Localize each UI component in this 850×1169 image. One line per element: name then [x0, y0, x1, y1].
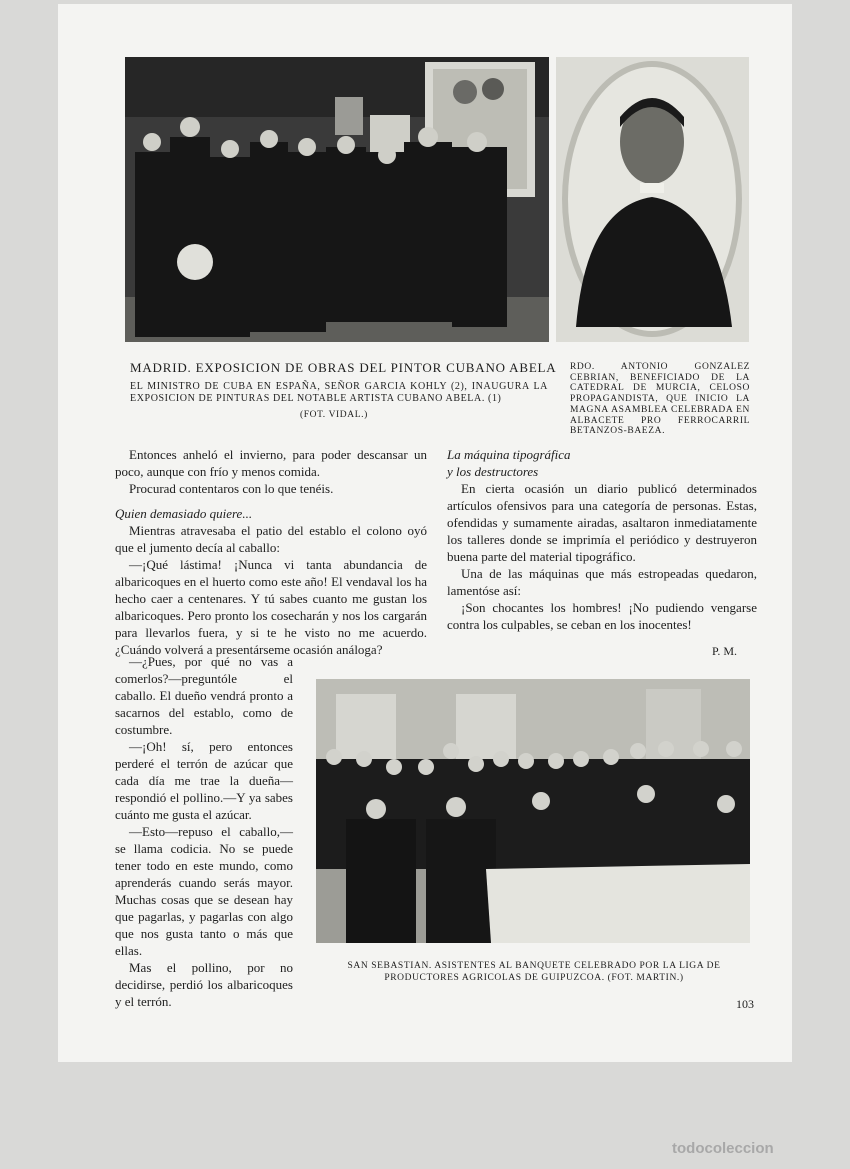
paragraph: ¡Son chocantes los hombres! ¡No pudiendo vengarse contra los culpables, se ceban en los inocentes!	[447, 600, 757, 632]
signature: P. M.	[712, 644, 738, 658]
banquet-photo	[316, 679, 750, 943]
paragraph: Mientras atravesaba el patio del establo el colono oyó que el jumento decía al caballo:	[115, 523, 427, 555]
exhibition-photo	[125, 57, 549, 342]
paragraph: —¿Pues, por qué no vas a comerlos?—preguntóle el caballo. El dueño vendrá pronto a sacarnos del establo, como de costumbre.	[115, 654, 293, 737]
banquet-caption: SAN SEBASTIAN. ASISTENTES AL BANQUETE CELEBRADO POR LA LIGA DE PRODUCTORES AGRICOLAS DE GUIPUZCOA. (FOT. MARTIN.)	[347, 961, 721, 983]
section-heading-line2: y los destructores	[447, 464, 539, 479]
paragraph: Mas el pollino, por no decidirse, perdió los albaricoques y el terrón.	[115, 960, 293, 1009]
top-left-caption-body: EL MINISTRO DE CUBA EN ESPAÑA, SEÑOR GARCIA KOHLY (2), INAUGURA LA EXPOSICION DE PINTURAS DEL NOTABLE ARTISTA CUBANO ABELA. (1)	[130, 381, 548, 404]
paragraph: —Esto—repuso el caballo,—se llama codicia. No se puede tener todo en este mundo, como aprenderás cuando serás mayor. Muchas cosas que se desean hay que pagarlas, y pagarlas con algo que nos gusta tanto o más que ellas.	[115, 824, 293, 958]
priest-portrait	[556, 57, 749, 342]
portrait-caption: RDO. ANTONIO GONZALEZ CEBRIAN, BENEFICIADO DE LA CATEDRAL DE MURCIA, CELOSO PROPAGANDISTA, QUE INICIO LA MAGNA ASAMBLEA CELEBRADA EN ALBACETE PRO FERROCARRIL BETANZOS-BAEZA.	[570, 362, 750, 437]
paragraph: Una de las máquinas que más estropeadas quedaron, lamentóse así:	[447, 566, 757, 598]
left-column-top	[115, 446, 427, 658]
left-column-bottom	[115, 653, 293, 1010]
paragraph: —¡Oh! sí, pero entonces perderé el terrón de azúcar que cada día me trae la dueña—respondió el pollino.—Y ya sabes cuánto me gusta el azúcar.	[115, 739, 293, 822]
top-left-photo-credit: (FOT. VIDAL.)	[300, 410, 368, 420]
paragraph: —¡Qué lástima! ¡Nunca vi tanta abundancia de albaricoques en el huerto como este año! El vendaval los ha hecho caer a centenares. Y tú sabes cuanto me gustan los albaricoques. Pero pronto los cosecharán y nos los cargarán para llevarlos fuera, y si te he visto no me acuerdo. ¿Cuándo volverá a presentárseme ocasión análoga?	[115, 557, 427, 657]
paragraph: Entonces anheló el invierno, para poder descansar un poco, aunque con frío y menos comida.	[115, 447, 427, 479]
paragraph: Procurad contentaros con lo que tenéis.	[129, 481, 334, 496]
top-left-caption-title: MADRID. EXPOSICION DE OBRAS DEL PINTOR CUBANO ABELA	[130, 360, 557, 375]
page-number: 103	[736, 997, 754, 1011]
right-column	[447, 446, 757, 633]
paragraph: En cierta ocasión un diario publicó determinados artículos ofensivos para una categoría de personas. Estas, ofendidas y sumamente airadas, asaltaron inmediatamente los talleres donde se imprimía el periódico y destruyeron buena parte del material tipográfico.	[447, 481, 757, 564]
watermark-logo: todocoleccion	[672, 1140, 774, 1157]
section-heading: La máquina tipográfica	[447, 447, 571, 462]
section-heading: Quien demasiado quiere...	[115, 506, 253, 521]
